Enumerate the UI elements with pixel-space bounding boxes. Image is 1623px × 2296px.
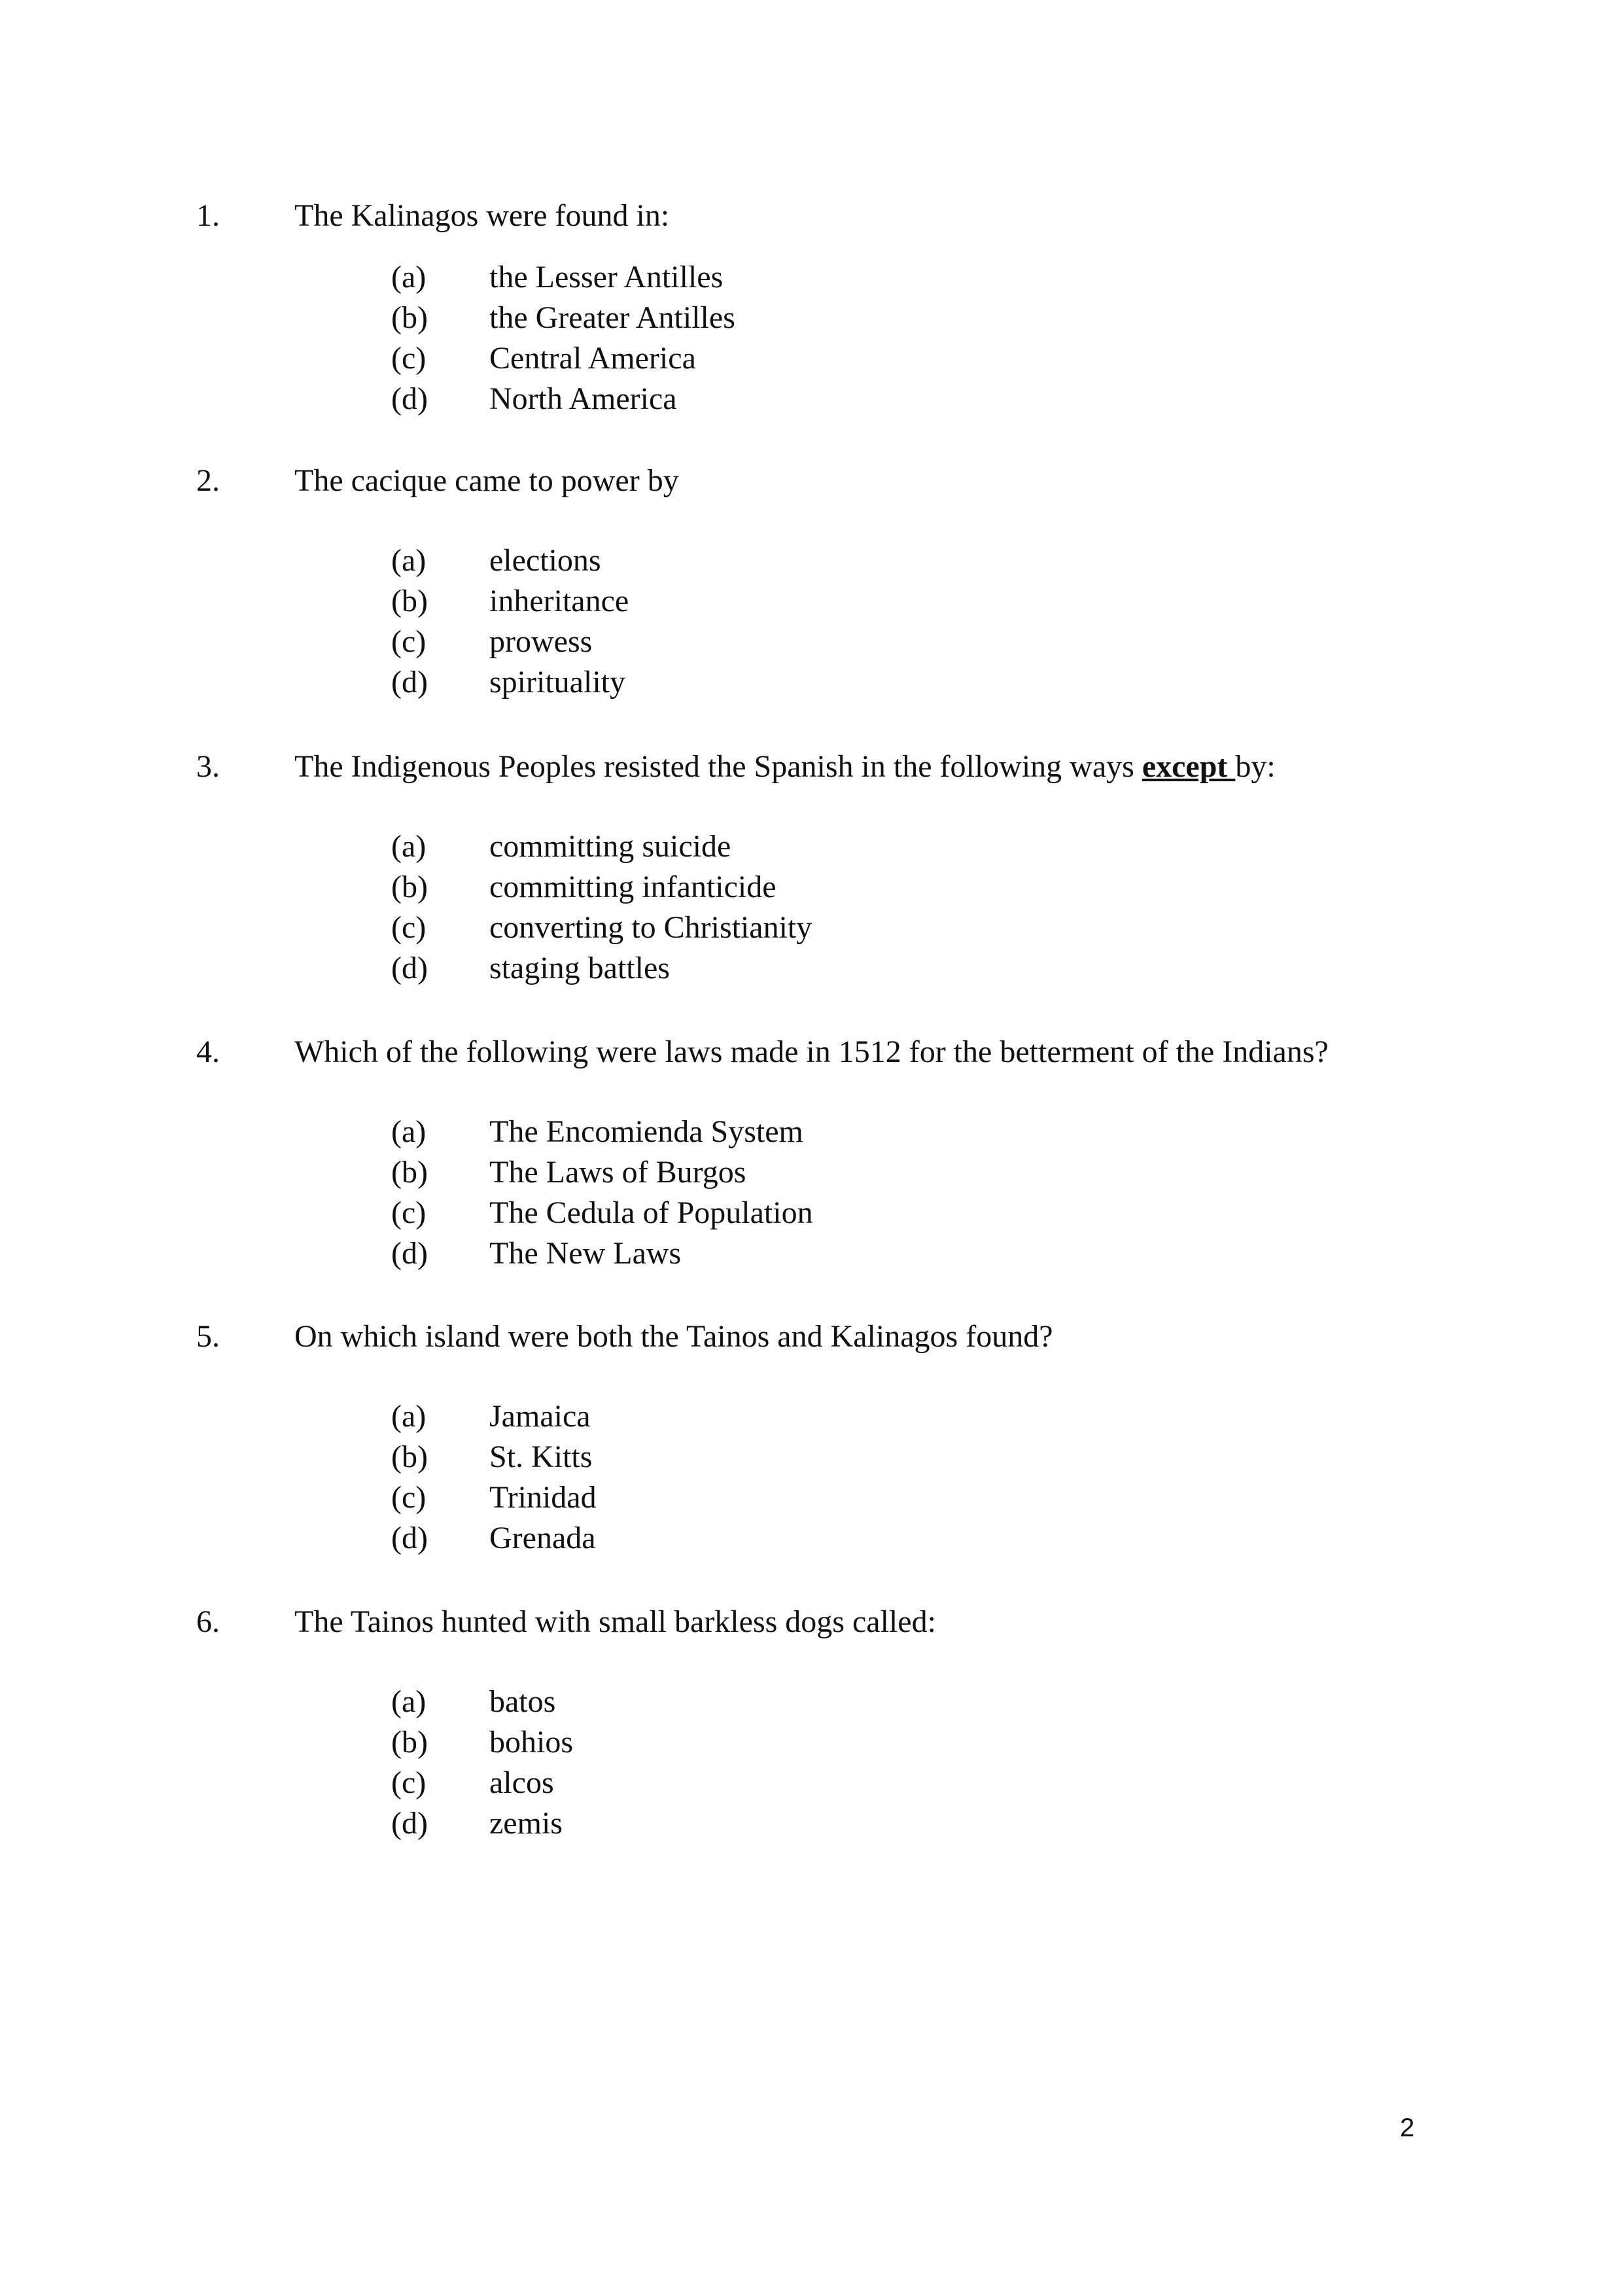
option-letter: (d) <box>391 1521 428 1555</box>
question-text: Which of the following were laws made in 1512 for the betterment of the Indians? <box>294 1034 1329 1069</box>
option-letter: (a) <box>391 543 427 578</box>
option-c <box>0 1763 1623 1803</box>
option-text: committing suicide <box>489 829 731 864</box>
option-c <box>0 908 1623 948</box>
option-text: The Laws of Burgos <box>489 1155 746 1190</box>
option-letter: (a) <box>391 1684 427 1719</box>
option-letter: (c) <box>391 910 427 945</box>
option-letter: (b) <box>391 1439 428 1474</box>
question-line <box>0 1314 1623 1360</box>
option-a <box>0 1682 1623 1722</box>
option-d <box>0 1803 1623 1844</box>
option-letter: (c) <box>391 1480 427 1515</box>
option-list <box>0 1682 1623 1844</box>
option-letter: (c) <box>391 1195 427 1230</box>
option-text: prowess <box>489 624 593 659</box>
option-c <box>0 622 1623 662</box>
option-a <box>0 257 1623 298</box>
option-d <box>0 1518 1623 1559</box>
option-text: The New Laws <box>489 1236 682 1271</box>
option-text: staging battles <box>489 951 670 985</box>
question-number: 3. <box>196 749 220 784</box>
option-text: North America <box>489 381 677 416</box>
option-text: elections <box>489 543 601 578</box>
option-letter: (d) <box>391 1806 428 1841</box>
question-number: 6. <box>196 1604 220 1639</box>
question-line <box>0 744 1623 790</box>
question-text: The Kalinagos were found in: <box>294 198 670 233</box>
question-text-start: The Indigenous Peoples resisted the Spanish in the following ways <box>294 749 1142 784</box>
option-text: The Encomienda System <box>489 1114 803 1149</box>
question-line <box>0 1029 1623 1075</box>
option-letter: (c) <box>391 624 427 659</box>
question-line <box>0 458 1623 504</box>
option-a <box>0 540 1623 581</box>
option-letter: (c) <box>391 341 427 376</box>
option-a <box>0 1396 1623 1437</box>
question-text-end: by: <box>1235 749 1276 784</box>
page-number: 2 <box>1400 2113 1415 2142</box>
option-list <box>0 540 1623 703</box>
question-text: On which island were both the Tainos and Kalinagos found? <box>294 1319 1053 1354</box>
option-text: converting to Christianity <box>489 910 812 945</box>
option-b <box>0 867 1623 908</box>
option-text: Trinidad <box>489 1480 597 1515</box>
option-list <box>0 257 1623 419</box>
option-text: the Lesser Antilles <box>489 260 724 294</box>
option-text: zemis <box>489 1806 563 1841</box>
option-letter: (d) <box>391 951 428 985</box>
question-number: 1. <box>196 198 220 233</box>
option-d <box>0 948 1623 989</box>
option-text: committing infanticide <box>489 870 777 904</box>
question-3 <box>0 744 1623 989</box>
question-text: The cacique came to power by <box>294 463 679 498</box>
option-text: Central America <box>489 341 696 376</box>
option-text: spirituality <box>489 665 625 699</box>
option-letter: (a) <box>391 1114 427 1149</box>
question-number: 2. <box>196 463 220 498</box>
option-b <box>0 298 1623 338</box>
question-emphasis: except <box>1142 749 1236 784</box>
option-letter: (b) <box>391 300 428 335</box>
question-6 <box>0 1599 1623 1844</box>
question-2 <box>0 458 1623 703</box>
option-letter: (b) <box>391 584 428 618</box>
option-text: the Greater Antilles <box>489 300 735 335</box>
question-4 <box>0 1029 1623 1274</box>
question-number: 5. <box>196 1319 220 1354</box>
option-c <box>0 338 1623 379</box>
option-text: Grenada <box>489 1521 596 1555</box>
option-text: Jamaica <box>489 1399 591 1434</box>
option-b <box>0 1722 1623 1763</box>
question-number: 4. <box>196 1034 220 1069</box>
option-d <box>0 662 1623 703</box>
option-letter: (a) <box>391 829 427 864</box>
option-text: inheritance <box>489 584 629 618</box>
question-text: The Tainos hunted with small barkless dogs called: <box>294 1604 936 1639</box>
option-d <box>0 1233 1623 1274</box>
option-letter: (d) <box>391 1236 428 1271</box>
option-text: bohios <box>489 1725 574 1759</box>
option-c <box>0 1477 1623 1518</box>
option-letter: (d) <box>391 381 428 416</box>
option-a <box>0 826 1623 867</box>
option-text: alcos <box>489 1765 554 1800</box>
option-letter: (b) <box>391 1155 428 1190</box>
question-line <box>0 1599 1623 1645</box>
option-letter: (a) <box>391 260 427 294</box>
option-list <box>0 826 1623 989</box>
question-line <box>0 193 1623 239</box>
question-5 <box>0 1314 1623 1559</box>
option-list <box>0 1396 1623 1559</box>
option-c <box>0 1193 1623 1233</box>
question-text <box>294 744 1276 790</box>
option-text: batos <box>489 1684 556 1719</box>
option-b <box>0 1437 1623 1477</box>
option-letter: (b) <box>391 870 428 904</box>
option-letter: (c) <box>391 1765 427 1800</box>
option-b <box>0 581 1623 622</box>
option-letter: (d) <box>391 665 428 699</box>
question-1 <box>0 193 1623 419</box>
option-text: The Cedula of Population <box>489 1195 813 1230</box>
option-letter: (a) <box>391 1399 427 1434</box>
option-letter: (b) <box>391 1725 428 1759</box>
option-a <box>0 1112 1623 1152</box>
option-text: St. Kitts <box>489 1439 593 1474</box>
option-d <box>0 379 1623 419</box>
option-list <box>0 1112 1623 1274</box>
option-b <box>0 1152 1623 1193</box>
